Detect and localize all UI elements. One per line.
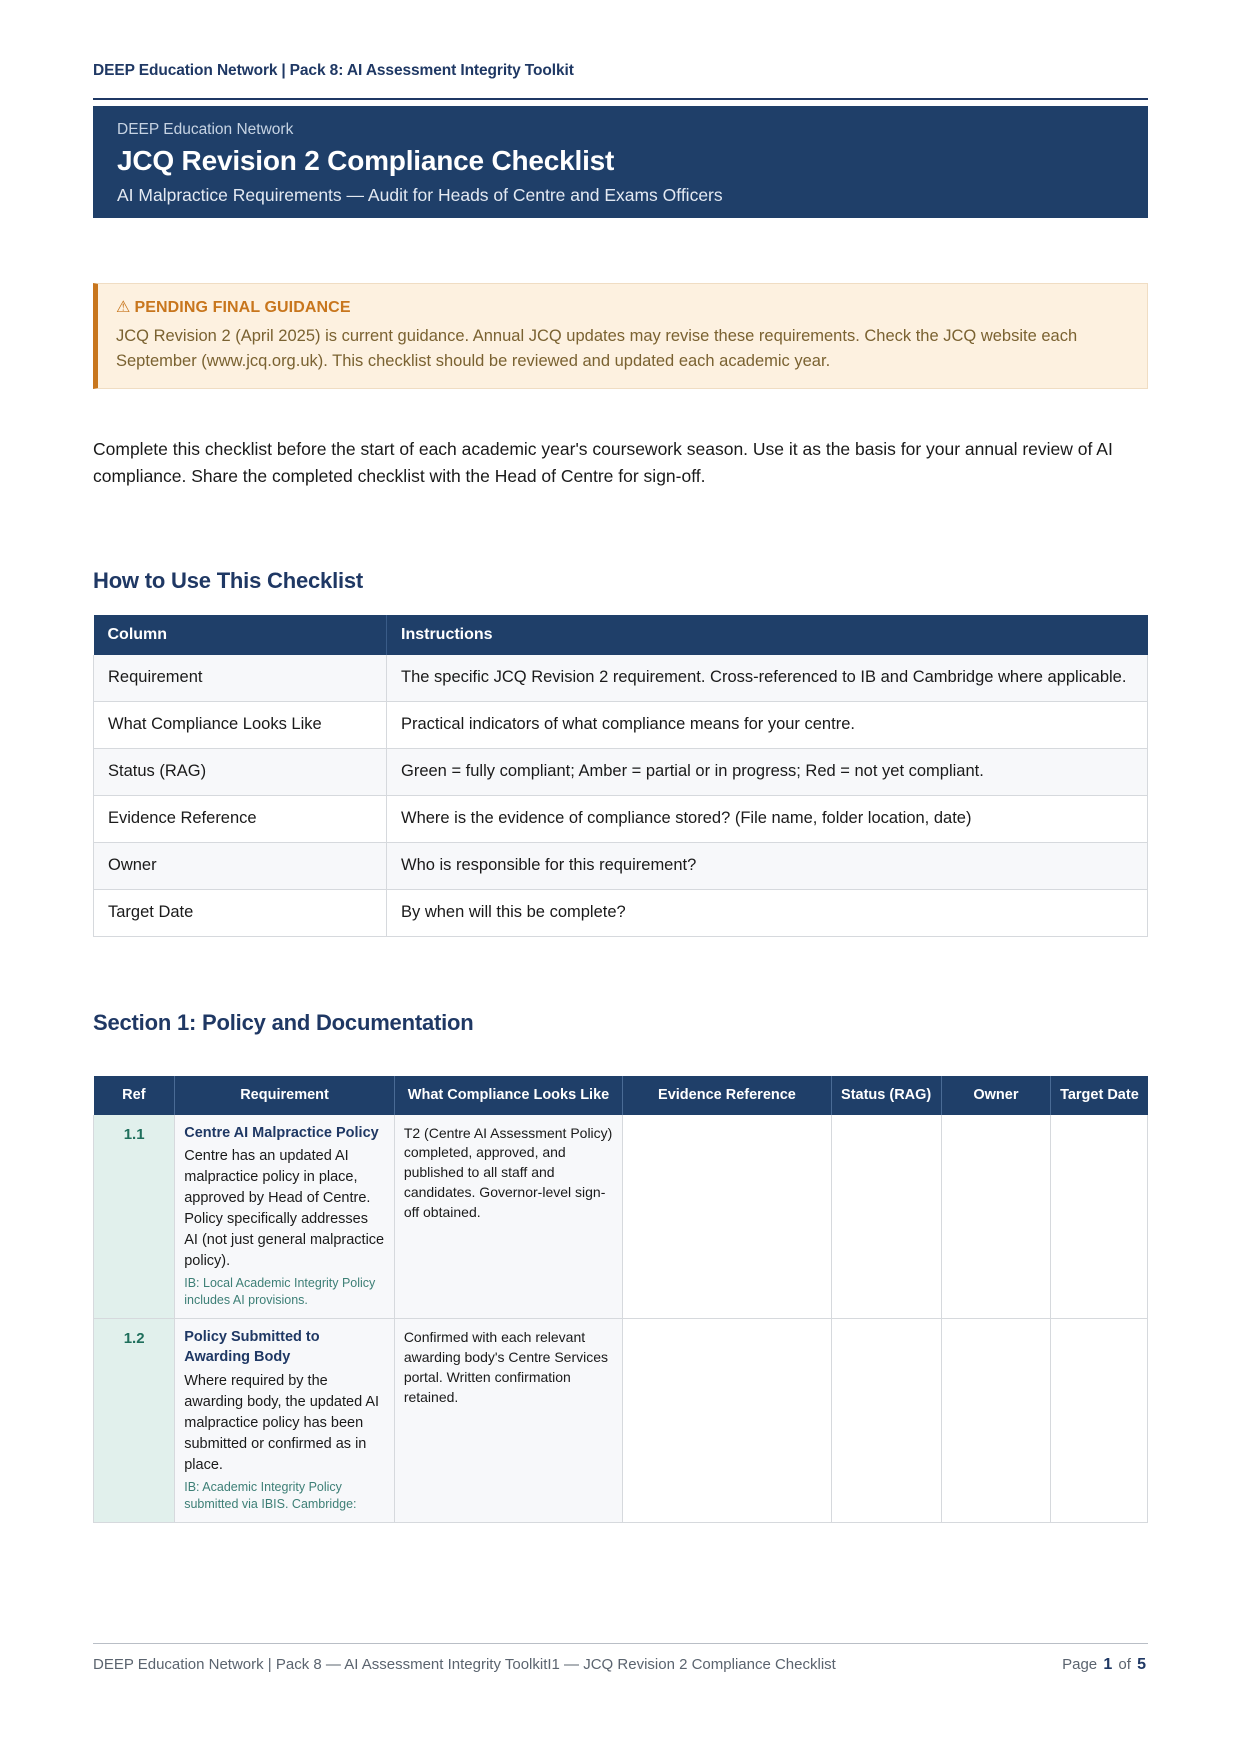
table-row (94, 842, 1148, 889)
usage-heading: How to Use This Checklist (93, 568, 364, 593)
checklist-cell-target-date[interactable] (1051, 1115, 1148, 1319)
checklist-col-header-evidence: Evidence Reference (623, 1076, 832, 1115)
requirement-crossref-note: IB: Academic Integrity Policy submitted via IBIS. Cambridge: (184, 1479, 357, 1511)
footer-page-indicator (1062, 1656, 1148, 1674)
running-header-left: DEEP Education Network (93, 62, 278, 79)
table-row (94, 889, 1148, 936)
checklist-cell-owner[interactable] (941, 1115, 1051, 1319)
footer-page-number: 1 (1103, 1656, 1113, 1673)
footer-left-text: DEEP Education Network | Pack 8 — AI Assessment Integrity ToolkitI1 — JCQ Revision 2 Compliance Checklist (93, 1656, 836, 1673)
usage-row-label: Owner (94, 842, 387, 889)
footer-page-word: Page (1062, 1656, 1098, 1673)
running-header-separator: | (281, 62, 286, 79)
running-header (93, 62, 1148, 80)
warning-triangle-icon: ⚠ (116, 299, 131, 316)
usage-row-instruction: Where is the evidence of compliance stored? (File name, folder location, date) (387, 795, 1148, 842)
header-divider (93, 98, 1148, 100)
table-row (94, 1319, 1148, 1523)
page-footer (93, 1656, 1148, 1674)
footer-of-word: of (1118, 1656, 1131, 1673)
requirement-body: Where required by the awarding body, the updated AI malpractice policy has been submitted or confirmed as in place. (184, 1372, 380, 1473)
requirement-title: Centre AI Malpractice Policy (184, 1124, 379, 1141)
callout-title (116, 297, 1129, 317)
table-row (94, 795, 1148, 842)
checklist-cell-status[interactable] (831, 1319, 941, 1523)
checklist-header-row (94, 1076, 1148, 1115)
checklist-col-header-requirement: Requirement (175, 1076, 395, 1115)
checklist-col-header-target-date: Target Date (1051, 1076, 1148, 1115)
usage-table-header-row (94, 615, 1148, 655)
requirement-crossref-note: IB: Local Academic Integrity Policy includes AI provisions. (184, 1276, 376, 1308)
page-clip-mask (0, 1626, 1241, 1640)
usage-row-label: Target Date (94, 889, 387, 936)
title-banner (93, 106, 1148, 218)
checklist-cell-ref: 1.1 (94, 1115, 175, 1319)
page-title: JCQ Revision 2 Compliance Checklist (117, 144, 615, 176)
banner-subtitle: AI Malpractice Requirements — Audit for Heads of Centre and Exams Officers (117, 185, 723, 206)
checklist-col-header-ref: Ref (94, 1076, 175, 1115)
pending-guidance-callout (93, 283, 1148, 389)
usage-col-header-column: Column (94, 615, 387, 655)
usage-row-instruction: Green = fully compliant; Amber = partial or in progress; Red = not yet compliant. (387, 748, 1148, 795)
checklist-col-header-compliance: What Compliance Looks Like (394, 1076, 622, 1115)
checklist-cell-requirement (175, 1115, 395, 1319)
section1-heading: Section 1: Policy and Documentation (93, 1010, 474, 1035)
table-row (94, 655, 1148, 701)
banner-eyebrow: DEEP Education Network (117, 121, 294, 138)
usage-row-label: What Compliance Looks Like (94, 701, 387, 748)
requirement-title: Policy Submitted to Awarding Body (184, 1329, 320, 1366)
usage-row-label: Status (RAG) (94, 748, 387, 795)
checklist-cell-evidence[interactable] (623, 1319, 832, 1523)
table-row (94, 748, 1148, 795)
intro-paragraph: Complete this checklist before the start of each academic year's coursework season. Use it as the basis for your annual review of AI compliance. Share the completed checklist with the Head of Centre for sign-off. (93, 439, 1113, 486)
usage-row-label: Requirement (94, 655, 387, 701)
table-row (94, 1115, 1148, 1319)
usage-row-instruction: The specific JCQ Revision 2 requirement. Cross-referenced to IB and Cambridge where applicable. (387, 655, 1148, 701)
checklist-cell-requirement (175, 1319, 395, 1523)
checklist-cell-ref: 1.2 (94, 1319, 175, 1523)
callout-title-text: PENDING FINAL GUIDANCE (134, 299, 351, 316)
requirement-body: Centre has an updated AI malpractice policy in place, approved by Head of Centre. Policy specifically addresses AI (not just general malpractice policy). (184, 1148, 385, 1270)
usage-row-label: Evidence Reference (94, 795, 387, 842)
checklist-cell-compliance: T2 (Centre AI Assessment Policy) completed, approved, and published to all staff and candidates. Governor-level sign-off obtained. (394, 1115, 622, 1319)
checklist-cell-compliance: Confirmed with each relevant awarding body's Centre Services portal. Written confirmation retained. (394, 1319, 622, 1523)
usage-row-instruction: Practical indicators of what compliance means for your centre. (387, 701, 1148, 748)
usage-col-header-instructions: Instructions (387, 615, 1148, 655)
checklist-col-header-owner: Owner (941, 1076, 1051, 1115)
checklist-cell-target-date[interactable] (1051, 1319, 1148, 1523)
table-row (94, 701, 1148, 748)
usage-row-instruction: Who is responsible for this requirement? (387, 842, 1148, 889)
usage-table (93, 615, 1148, 937)
checklist-cell-status[interactable] (831, 1115, 941, 1319)
usage-row-instruction: By when will this be complete? (387, 889, 1148, 936)
footer-page-total: 5 (1137, 1656, 1146, 1673)
checklist-cell-owner[interactable] (941, 1319, 1051, 1523)
running-header-right: Pack 8: AI Assessment Integrity Toolkit (289, 62, 574, 79)
footer-divider (93, 1643, 1148, 1644)
section1-checklist-table (93, 1076, 1148, 1523)
callout-body: JCQ Revision 2 (April 2025) is current guidance. Annual JCQ updates may revise these requirements. Check the JCQ website each September (www.jcq.org.uk). This checklist should be reviewed and updated each academic year. (116, 327, 1078, 371)
checklist-col-header-status: Status (RAG) (831, 1076, 941, 1115)
checklist-cell-evidence[interactable] (623, 1115, 832, 1319)
